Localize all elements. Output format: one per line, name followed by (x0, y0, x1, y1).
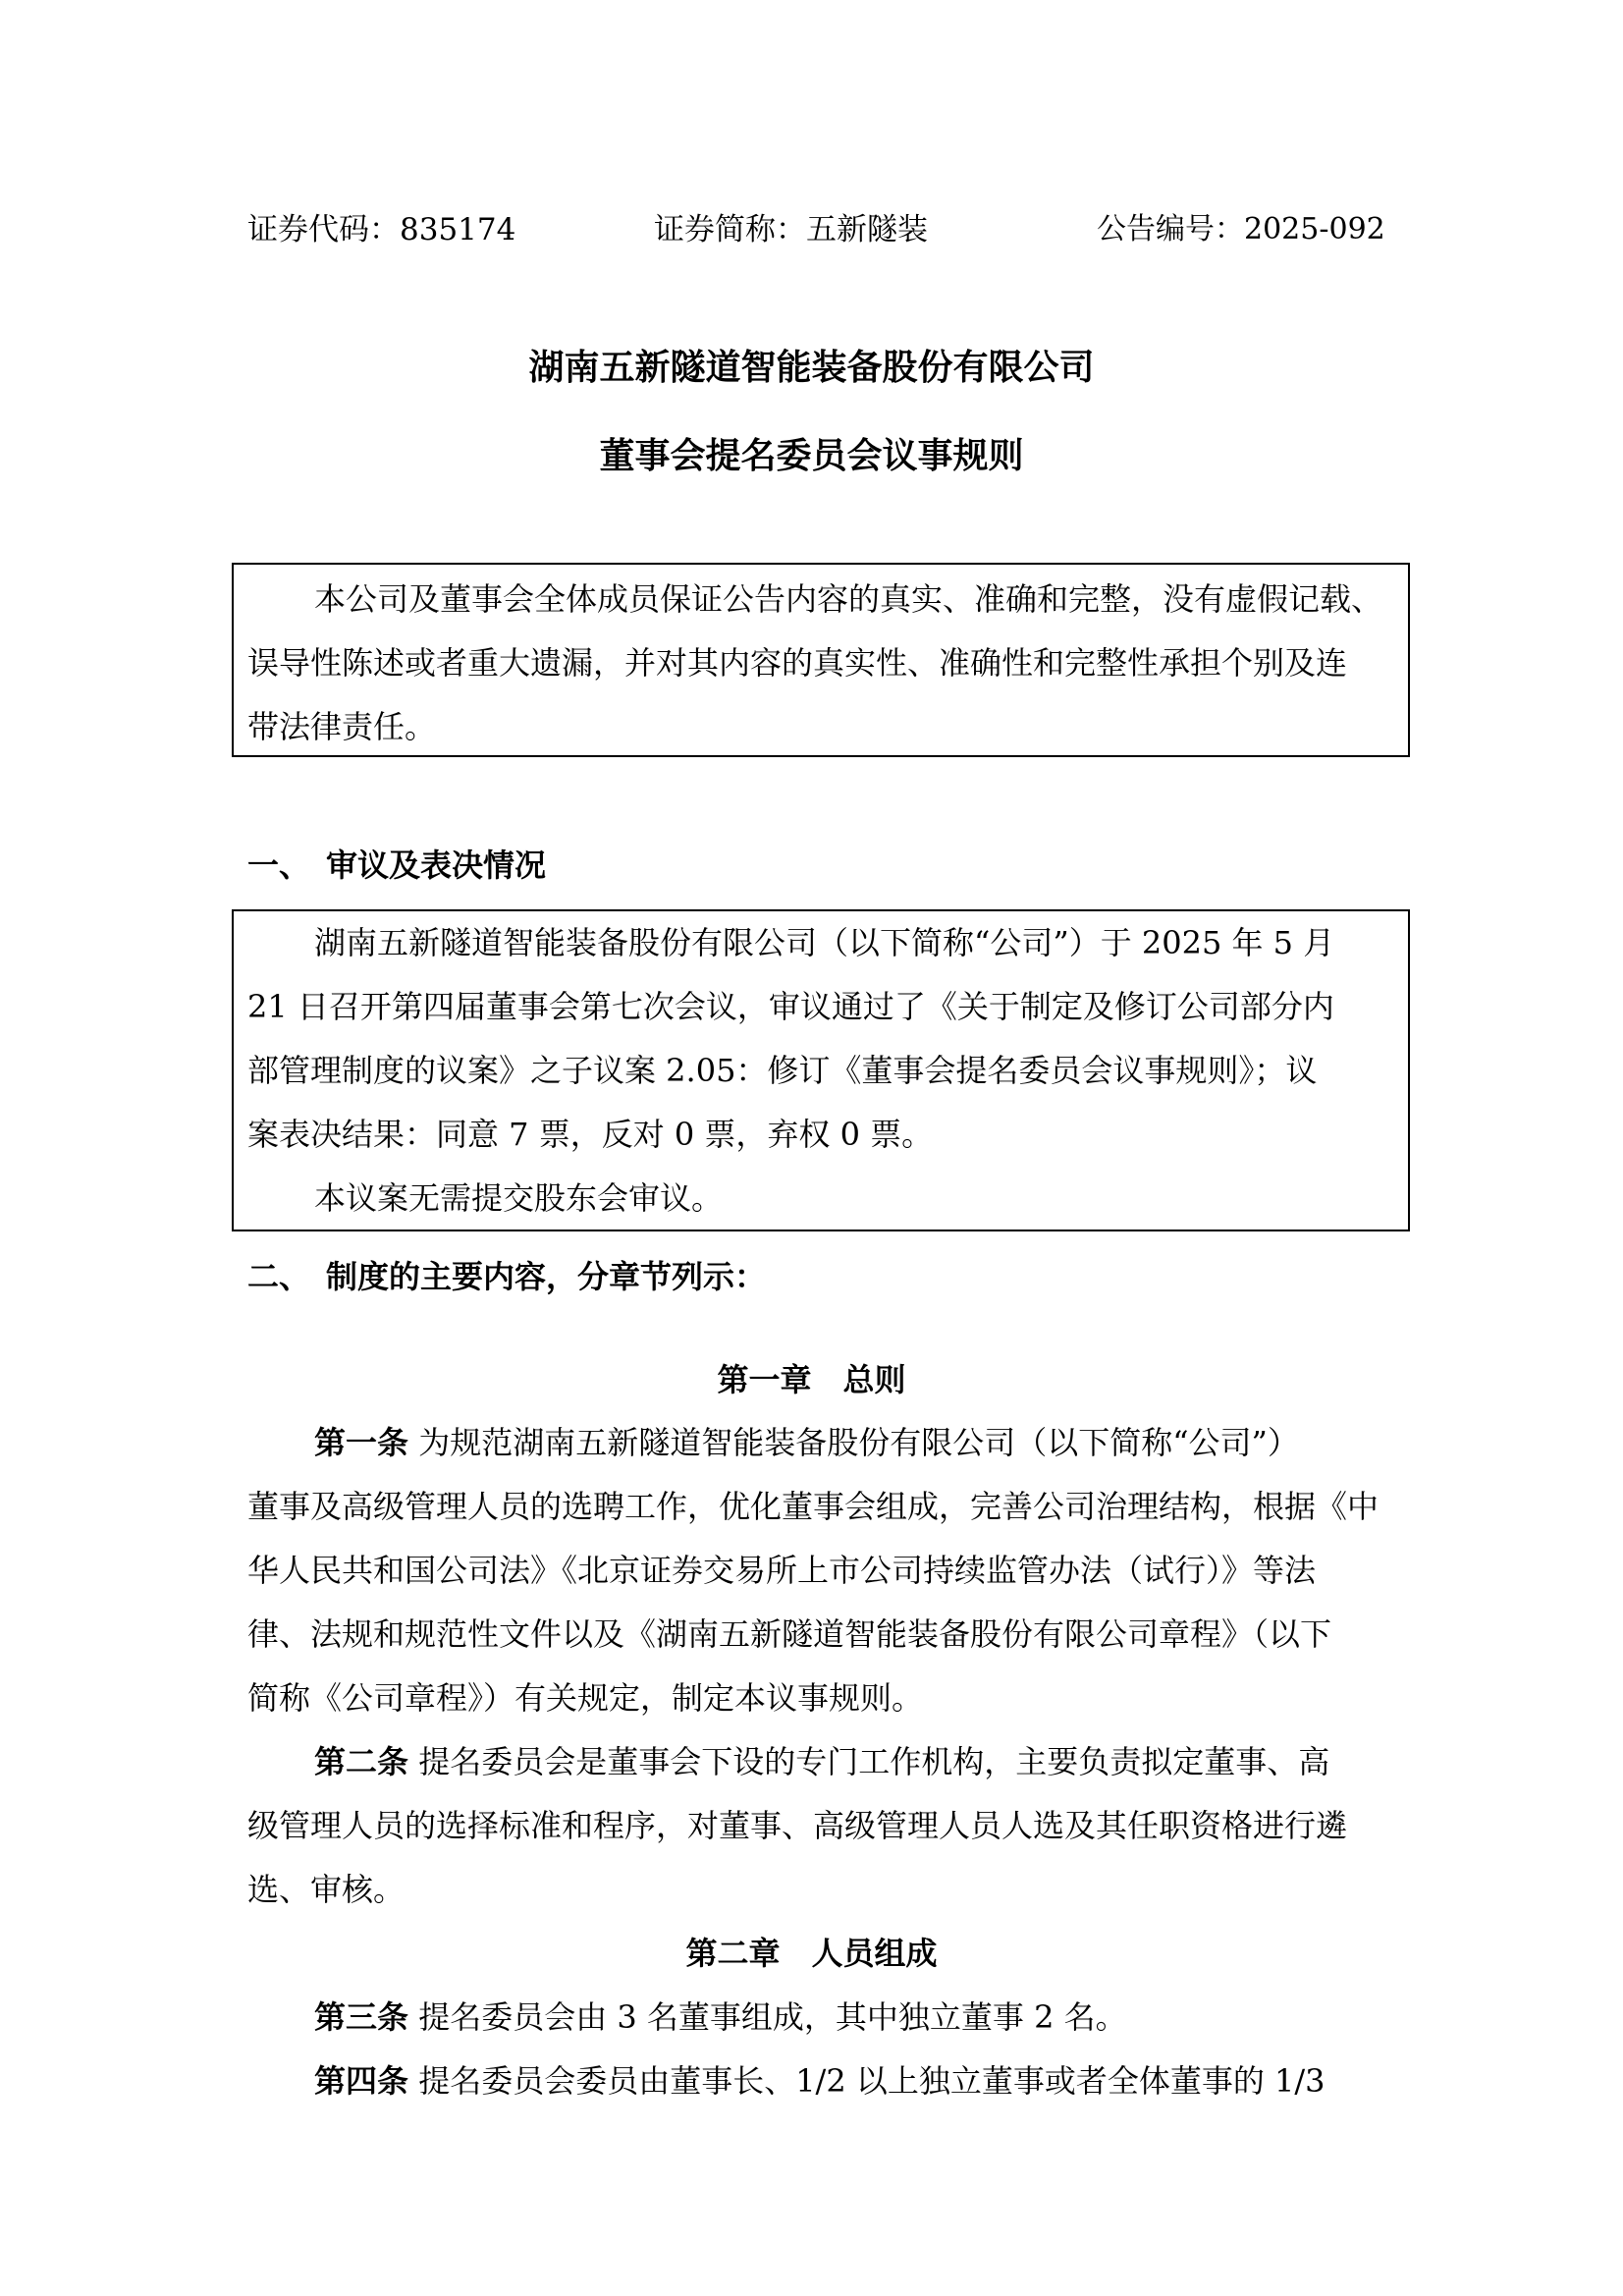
article-3-line (314, 1997, 1127, 2037)
notice-line-2: 误导性陈述或者重大遗漏，并对其内容的真实性、准确性和完整性承担个别及连 (247, 644, 1348, 682)
article-1-label: 第一条 (314, 1424, 409, 1461)
announcement-number: 公告编号：2025-092 (1097, 212, 1385, 246)
article-1-line-5: 简称《公司章程》）有关规定，制定本议事规则。 (247, 1679, 924, 1717)
chapter-2-heading: 第二章 人员组成 (685, 1935, 938, 1972)
notice-line-3: 带法律责任。 (247, 708, 437, 745)
company-name-title: 湖南五新隧道智能装备股份有限公司 (528, 348, 1095, 388)
article-2-label: 第二条 (314, 1743, 409, 1780)
article-4-label: 第四条 (314, 2062, 409, 2100)
notice-line-1: 本公司及董事会全体成员保证公告内容的真实、准确和完整，没有虚假记载、 (314, 580, 1383, 618)
section-1-line-3: 部管理制度的议案》之子议案 2.05：修订《董事会提名委员会议事规则》；议 (247, 1052, 1318, 1089)
article-2-line-1 (314, 1742, 1329, 1781)
article-2-line-2: 级管理人员的选择标准和程序，对董事、高级管理人员人选及其任职资格进行遴 (247, 1807, 1348, 1844)
article-1-line-3: 华人民共和国公司法》《北京证券交易所上市公司持续监管办法（试行）》等法 (247, 1552, 1317, 1589)
security-abbreviation: 证券简称：五新隧装 (654, 212, 928, 247)
article-1-line-1 (314, 1423, 1299, 1462)
article-1-line-2: 董事及高级管理人员的选聘工作，优化董事会组成，完善公司治理结构，根据《中 (247, 1488, 1380, 1525)
security-code: 证券代码：835174 (247, 212, 516, 247)
section-1-line-2: 21 日召开第四届董事会第七次会议，审议通过了《关于制定及修订公司部分内 (247, 988, 1334, 1025)
chapter-1-heading: 第一章 总则 (717, 1361, 906, 1398)
article-2-line-3: 选、审核。 (247, 1871, 406, 1908)
section-1-line-1: 湖南五新隧道智能装备股份有限公司（以下简称“公司”）于 2025 年 5 月 (314, 924, 1335, 961)
section-1-line-4: 案表决结果：同意 7 票，反对 0 票，弃权 0 票。 (247, 1116, 934, 1153)
section-1-heading: 一、 审议及表决情况 (247, 847, 547, 884)
section-2-heading: 二、 制度的主要内容，分章节列示： (247, 1258, 767, 1295)
article-3-label: 第三条 (314, 1998, 409, 2036)
article-4-text: 提名委员会委员由董事长、1/2 以上独立董事或者全体董事的 1/3 (408, 2062, 1325, 2100)
article-1-line-4: 律、法规和规范性文件以及《湖南五新隧道智能装备股份有限公司章程》（以下 (247, 1615, 1332, 1653)
article-4-line (314, 2061, 1325, 2101)
article-3-text: 提名委员会由 3 名董事组成，其中独立董事 2 名。 (408, 1998, 1127, 2036)
document-title: 董事会提名委员会议事规则 (599, 436, 1024, 476)
article-2-text: 提名委员会是董事会下设的专门工作机构，主要负责拟定董事、高 (408, 1743, 1330, 1780)
section-1-line-5: 本议案无需提交股东会审议。 (314, 1179, 724, 1217)
article-1-text: 为规范湖南五新隧道智能装备股份有限公司（以下简称“公司”） (408, 1424, 1299, 1461)
